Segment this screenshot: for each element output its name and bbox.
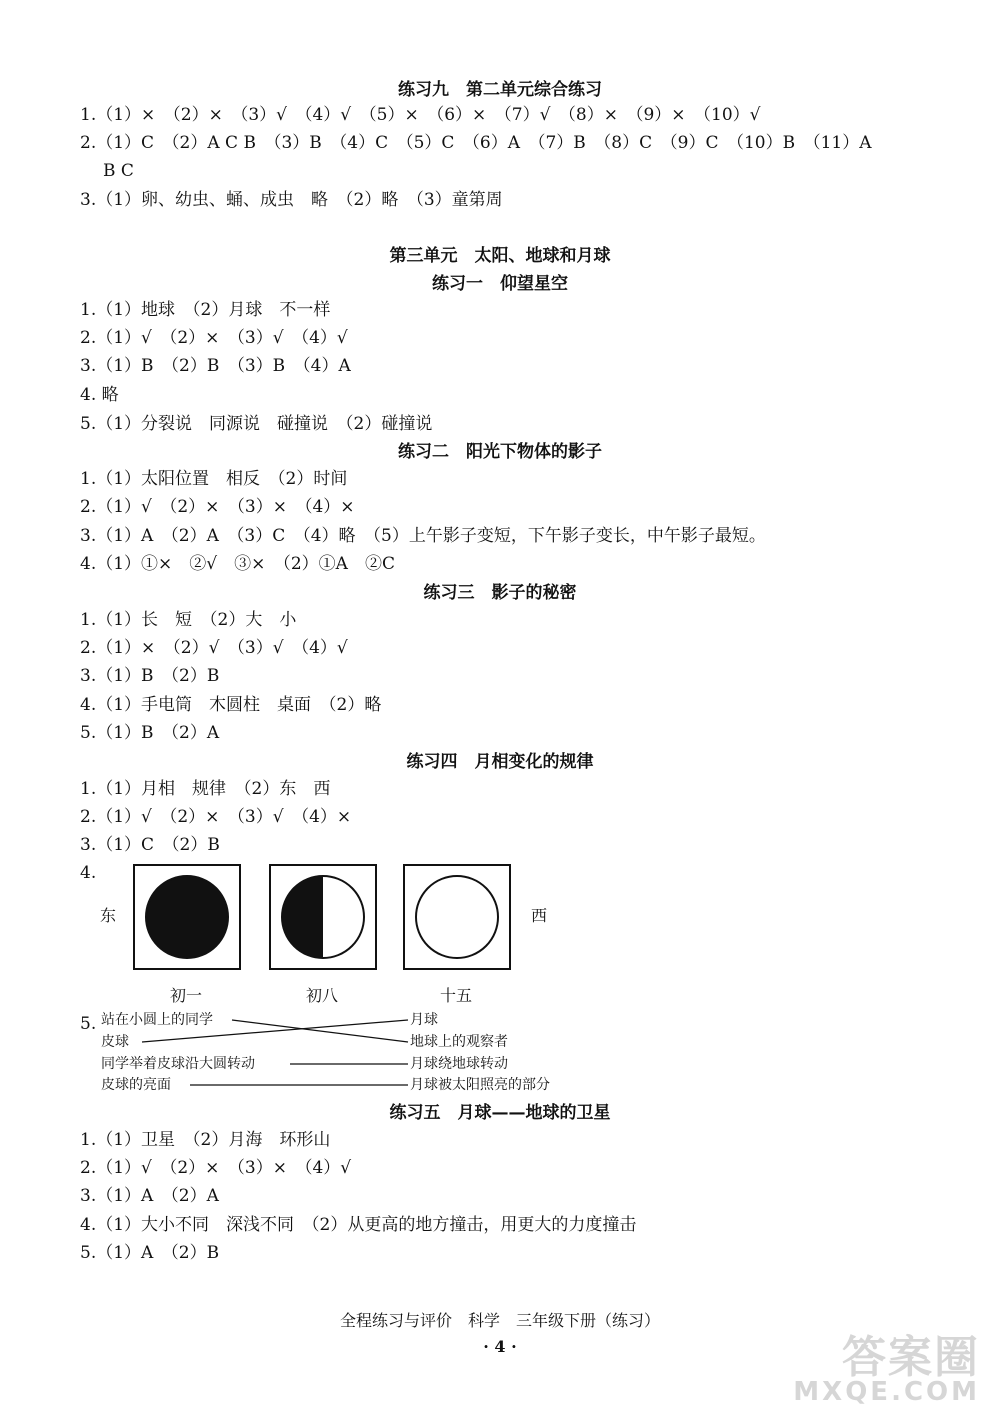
- answer-line: 5.（1）分裂说 同源说 碰撞说 （2）碰撞说: [80, 414, 433, 434]
- moon-caption: 初一: [169, 986, 202, 1005]
- match-line: [232, 1020, 408, 1042]
- answer-line: 4.（1）大小不同 深浅不同 （2）从更高的地方撞击，用更大的力度撞击: [80, 1215, 637, 1235]
- match-line: [142, 1020, 408, 1042]
- answer-line: 1.（1）长 短 （2）大 小: [80, 610, 297, 630]
- match-right-item: 地球上的观察者: [410, 1034, 508, 1050]
- section-heading-exercise-3: 练习三 影子的秘密: [423, 583, 577, 603]
- question-number: 5.: [80, 1014, 97, 1034]
- answer-line: 2.（1）√ （2）× （3）× （4）√: [80, 1158, 352, 1178]
- match-left-item: 皮球: [101, 1034, 129, 1050]
- answer-line: 3.（1）B （2）B （3）B （4）A: [80, 356, 351, 376]
- answer-line: 5.（1）A （2）B: [80, 1243, 220, 1263]
- watermark-url: MXQE.COM: [793, 1377, 980, 1407]
- answer-line: 3.（1）卵、幼虫、蛹、成虫 略 （2）略 （3）童第周: [80, 190, 503, 210]
- answer-line: 4. 略: [80, 385, 119, 405]
- answer-line: 2.（1）√ （2）× （3）× （4）×: [80, 497, 355, 517]
- answer-line: 1.（1）地球 （2）月球 不一样: [80, 300, 331, 320]
- answer-line: 1.（1）太阳位置 相反 （2）时间: [80, 469, 348, 489]
- section-heading-exercise-5: 练习五 月球——地球的卫星: [389, 1103, 611, 1123]
- answer-line: 1.（1）卫星 （2）月海 环形山: [80, 1130, 331, 1150]
- moon-caption: 十五: [439, 986, 472, 1005]
- section-heading-exercise-2: 练习二 阳光下物体的影子: [398, 442, 602, 462]
- answer-line: 1.（1）月相 规律 （2）东 西: [80, 779, 331, 799]
- answer-line: 3.（1）C （2）B: [80, 835, 220, 855]
- moon-caption: 初八: [305, 986, 338, 1005]
- answer-line: 2.（1）√ （2）× （3）√ （4）×: [80, 807, 352, 827]
- watermark-text: 答案圈: [842, 1332, 980, 1383]
- answer-line: 1.（1）× （2）× （3）√ （4）√ （5）× （6）× （7）√ （8）× （9）× （10）√: [80, 105, 761, 125]
- watermark-logo: [780, 1321, 980, 1411]
- east-label: 东: [100, 906, 117, 925]
- west-label: 西: [531, 906, 548, 925]
- section-heading-exercise-9: 练习九 第二单元综合练习: [398, 80, 602, 100]
- page-number: · 4 ·: [483, 1337, 517, 1356]
- question-number: 4.: [80, 863, 97, 883]
- match-right-item: 月球绕地球转动: [410, 1056, 508, 1072]
- match-left-item: 皮球的亮面: [101, 1077, 171, 1093]
- answer-line: 4.（1）手电筒 木圆柱 桌面 （2）略: [80, 695, 382, 715]
- answer-line: 2.（1）√ （2）× （3）√ （4）√: [80, 328, 348, 348]
- section-heading-exercise-1: 练习一 仰望星空: [432, 274, 568, 294]
- unit-heading: 第三单元 太阳、地球和月球: [389, 246, 611, 266]
- answer-line: 4.（1）①× ②√ ③× （2）①A ②C: [80, 554, 395, 574]
- match-left-item: 同学举着皮球沿大圆转动: [101, 1056, 255, 1072]
- section-heading-exercise-4: 练习四 月相变化的规律: [406, 752, 594, 772]
- answer-line: 3.（1）B （2）B: [80, 666, 220, 686]
- answer-line: 2.（1）C （2）A C B （3）B （4）C （5）C （6）A （7）B （8）C （9）C （10）B （11）A: [80, 133, 872, 153]
- answer-line: 3.（1）A （2）A （3）C （4）略 （5）上午影子变短，下午影子变长，中午影子最短。: [80, 526, 766, 546]
- match-right-item: 月球: [410, 1012, 438, 1028]
- match-left-item: 站在小圆上的同学: [101, 1012, 213, 1028]
- answer-line: 2.（1）× （2）√ （3）√ （4）√: [80, 638, 348, 658]
- match-right-item: 月球被太阳照亮的部分: [410, 1077, 550, 1093]
- footer-title: 全程练习与评价 科学 三年级下册（练习）: [339, 1311, 660, 1330]
- answer-line: 5.（1）B （2）A: [80, 723, 220, 743]
- answer-line: B C: [103, 161, 134, 181]
- answer-line: 3.（1）A （2）A: [80, 1186, 219, 1206]
